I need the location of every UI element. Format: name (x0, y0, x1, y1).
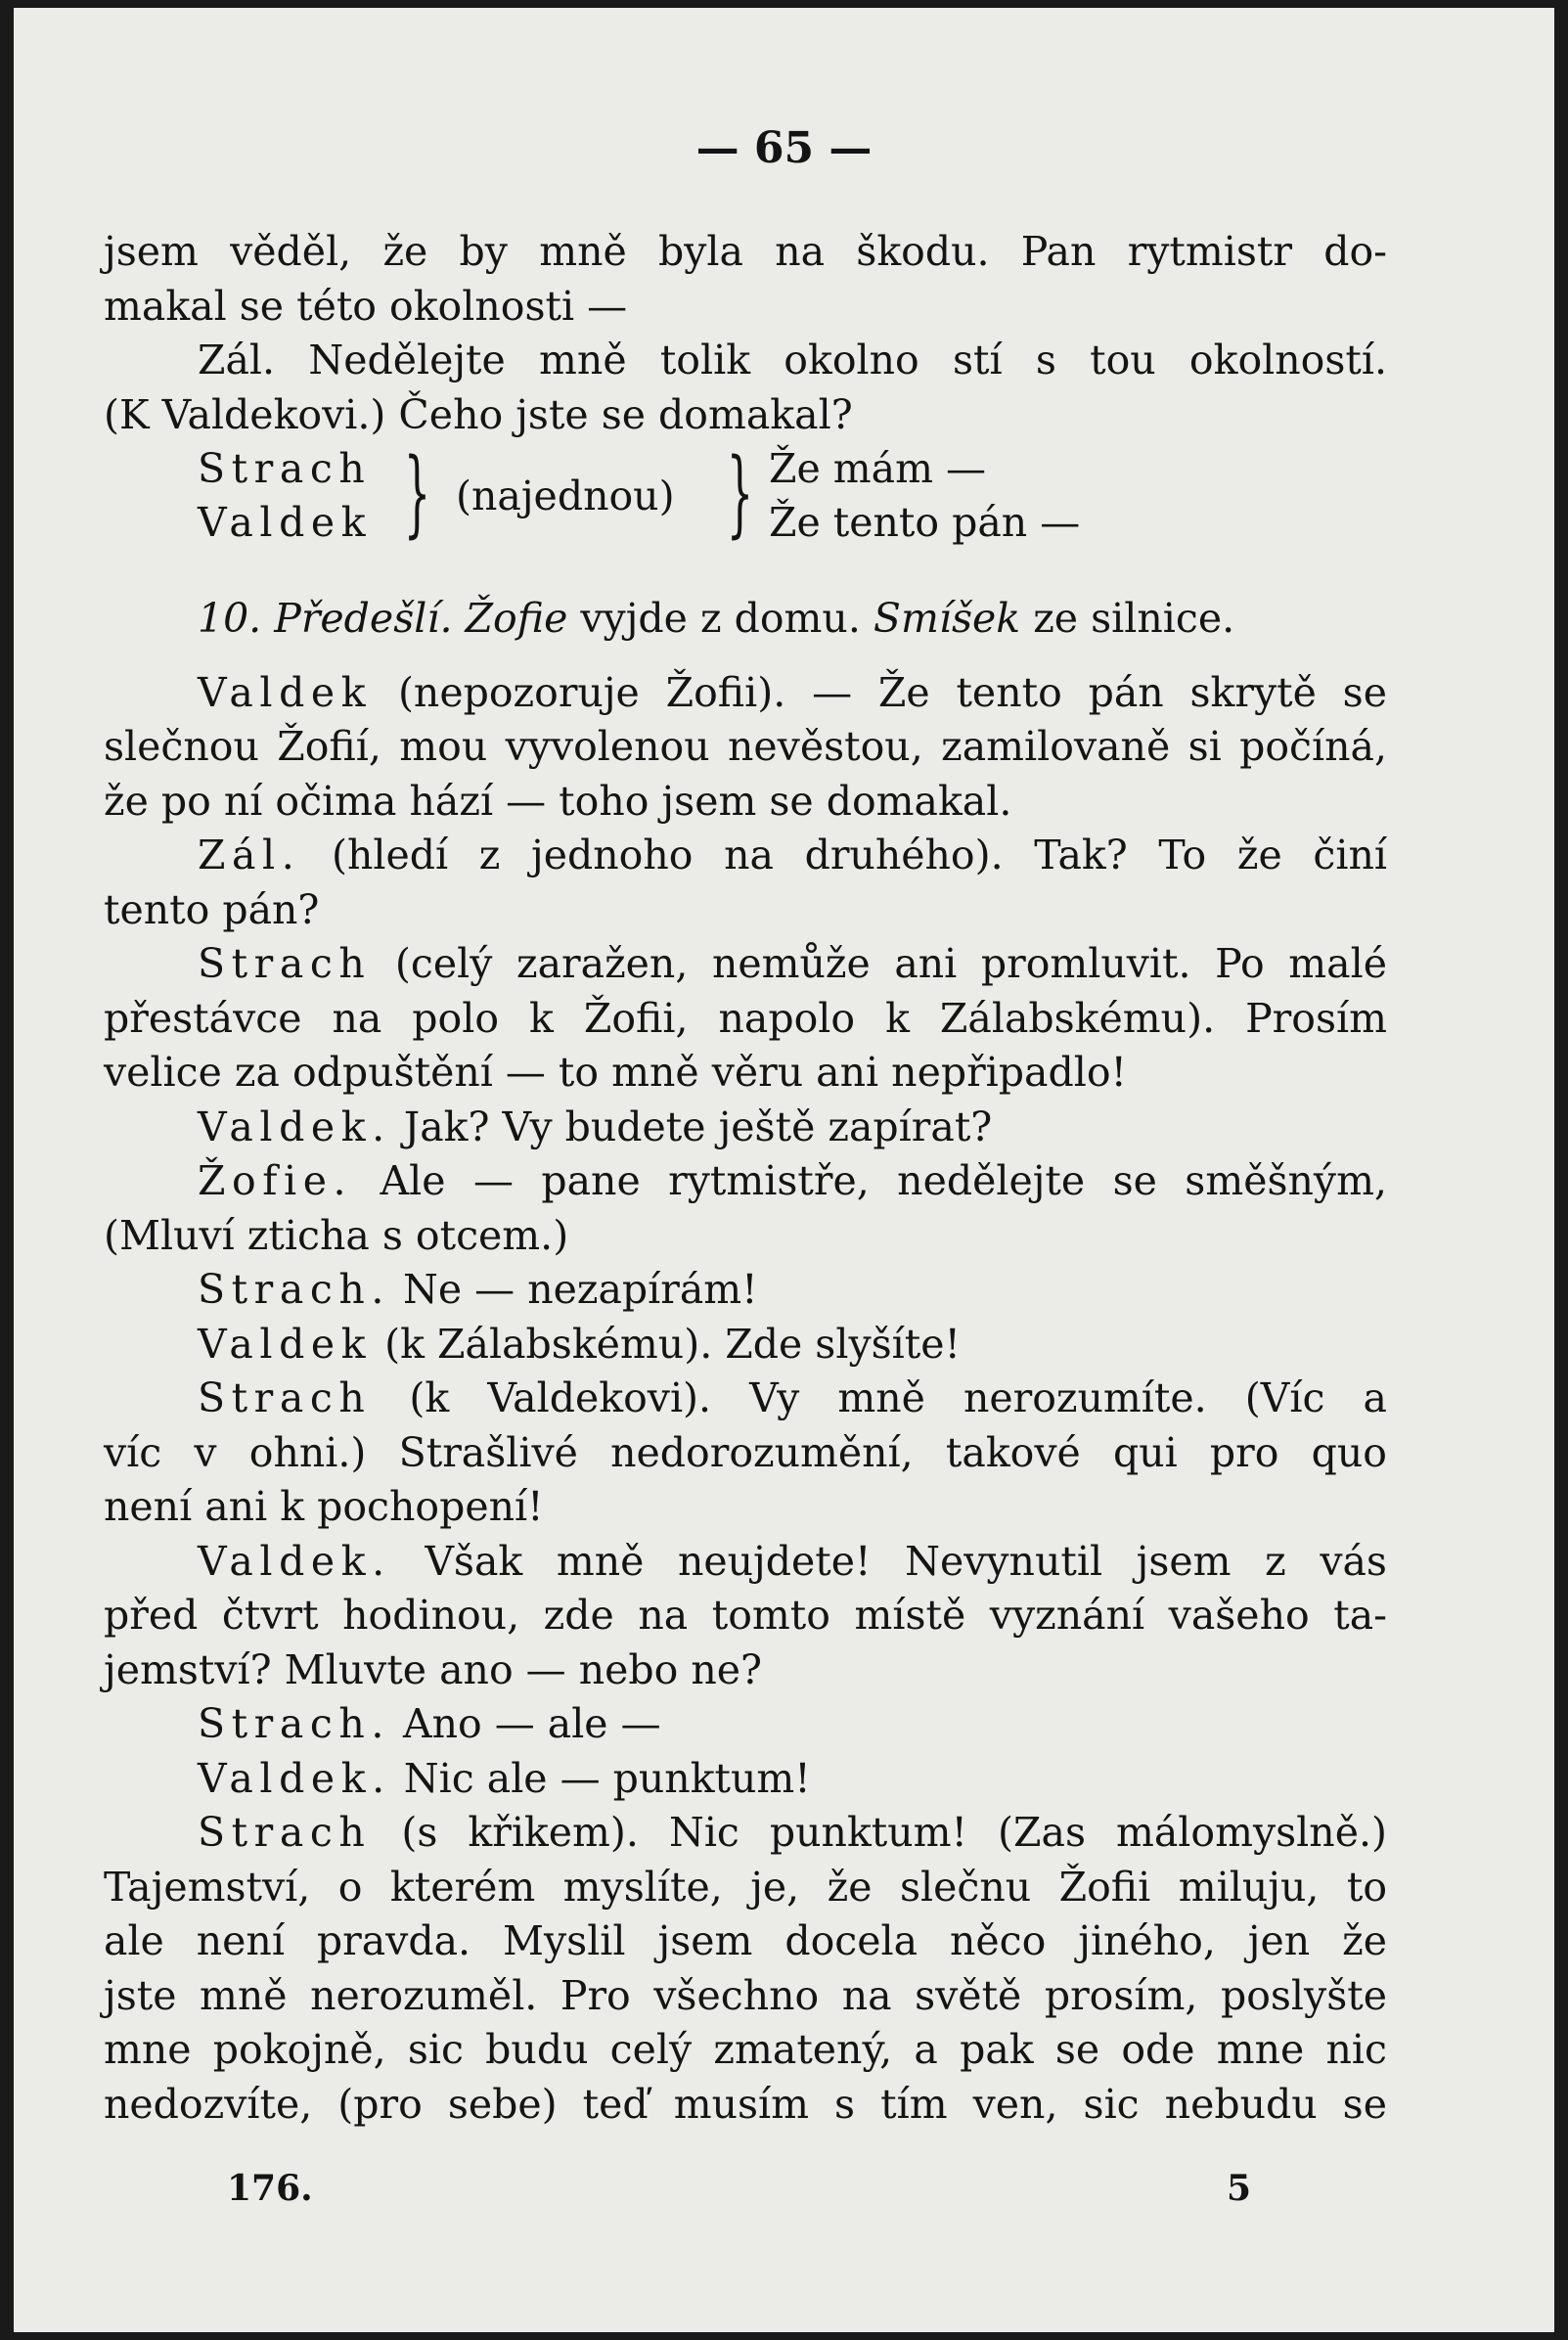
speaker-name: Strach (198, 1374, 372, 1421)
page-body (104, 225, 1387, 2132)
speaker-name: Valdek (198, 668, 373, 716)
speaker-name: Valdek. (198, 1102, 391, 1150)
text-line: jsem věděl, že by mně byla na škodu. Pan rytmistr do- (104, 228, 1387, 275)
text-line: Valdek (nepozoruje Žofii). — Že tento pán skrytě se (198, 668, 1387, 716)
text-line: Žofie. Ale — pane rytmistře, nedělejte se směšným, (198, 1157, 1387, 1204)
text-line: ale není pravda. Myslil jsem docela něco jiného, jen že (104, 1917, 1387, 1964)
speaker-name: Strach. (198, 1266, 390, 1313)
text-line: přestávce na polo k Žofii, napolo k Zálabskému). Prosím (104, 994, 1387, 1042)
speaker-name: Strach (198, 940, 372, 987)
text-line: tento pán? (104, 885, 320, 933)
text-line: Zál. Nedělejte mně tolik okolno stí s tou okolností. (198, 337, 1387, 383)
text-line: Strach. Ano — ale — (198, 1700, 661, 1747)
text-line: mne pokojně, sic budu celý zmatený, a pak se ode mne nic (104, 2026, 1387, 2073)
text-line: jste mně nerozuměl. Pro všechno na světě prosím, poslyšte (104, 1971, 1387, 2019)
speaker-name: Žofie. (198, 1157, 353, 1204)
text-line: Tajemství, o kterém myslíte, je, že slečnu Žofii miluju, to (104, 1863, 1387, 1911)
speaker-name: Strach (198, 1809, 372, 1856)
sheet-number: 5 (1227, 2168, 1252, 2209)
text-line: (K Valdekovi.) Čeho jste se domakal? (104, 390, 853, 438)
text-line: Strach. Ne — nezapírám! (198, 1266, 758, 1313)
text-line: slečnou Žofií, mou vyvolenou nevěstou, zamilovaně si počíná, (104, 723, 1387, 770)
brace-glyph: } (726, 438, 754, 548)
brace-glyph: } (403, 438, 431, 548)
text-line: Valdek. Jak? Vy budete ještě zapírat? (198, 1102, 993, 1150)
text-line: že po ní očima hází — toho jsem se domakal. (104, 777, 1012, 825)
text-line: Valdek (k Zálabskému). Zde slyšíte! (198, 1320, 961, 1368)
text-line: velice za odpuštění — to mně věru ani nepřipadlo! (104, 1049, 1128, 1096)
printer-signature: 176. (227, 2168, 313, 2209)
text-line: Strach (k Valdekovi). Vy mně nerozumíte. (Víc a (198, 1374, 1387, 1421)
book-page (14, 8, 1554, 2332)
text-line: Zál. (hledí z jednoho na druhého). Tak? To že činí (198, 832, 1387, 878)
text-line: víc v ohni.) Strašlivé nedorozumění, takové qui pro quo (104, 1428, 1387, 1476)
text-line: Valdek. Nic ale — punktum! (198, 1754, 811, 1802)
text-line: jemství? Mluvte ano — nebo ne? (104, 1645, 762, 1693)
speaker-name: Strach. (198, 1700, 390, 1747)
speech-line: Že tento pán — (769, 499, 1081, 546)
text-line: před čtvrt hodinou, zde na tomto místě vyznání vašeho ta- (104, 1592, 1387, 1639)
speaker-name: Valdek (198, 1320, 373, 1368)
text-line: (Mluví zticha s otcem.) (104, 1211, 569, 1259)
speaker-name: Zál. (198, 832, 301, 878)
text-line: Valdek. Však mně neujdete! Nevynutil jsem z vás (198, 1537, 1387, 1585)
joint-speech (104, 438, 1387, 551)
speaker-name: Valdek. (198, 1537, 391, 1585)
text-line: není ani k pochopení! (104, 1483, 544, 1530)
speech-line: Že mám — (769, 445, 987, 492)
speaker-name: Valdek. (198, 1754, 391, 1802)
stage-direction: (najednou) (456, 472, 675, 519)
text-line: makal se této okolnosti — (104, 282, 628, 330)
page-number: — 65 — (695, 123, 873, 173)
speaker-name: Strach (198, 445, 372, 492)
text-line: nedozvíte, (pro sebe) teď musím s tím ven, sic nebudu se (104, 2080, 1387, 2128)
text-line: Strach (s křikem). Nic punktum! (Zas málomyslně.) (198, 1809, 1387, 1856)
scene-heading: 10. Předešlí. Žofie vyjde z domu. Smíšek ze silnice. (198, 595, 1235, 642)
speaker-name: Valdek (198, 499, 373, 546)
text-line: Strach (celý zaražen, nemůže ani promluvit. Po malé (198, 940, 1387, 987)
